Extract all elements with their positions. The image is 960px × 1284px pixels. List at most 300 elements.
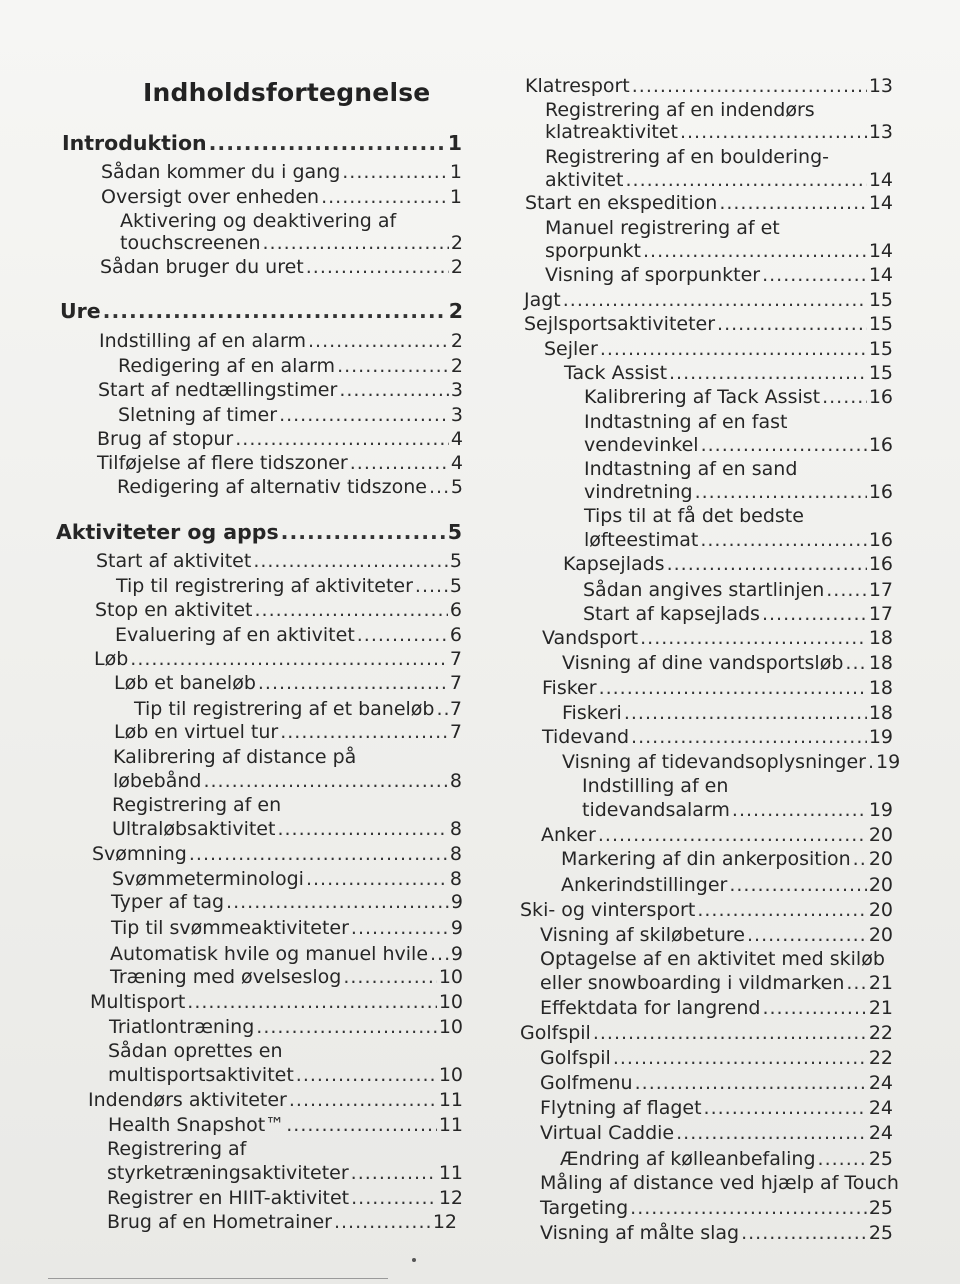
toc-label: Tilføjelse af flere tidszoner bbox=[97, 452, 348, 474]
toc-page: 16 bbox=[868, 434, 893, 456]
toc-label: styrketræningsaktiviteter bbox=[107, 1162, 349, 1184]
leader-dots bbox=[255, 599, 448, 621]
toc-entry[interactable] bbox=[545, 169, 893, 191]
leader-dots bbox=[430, 943, 449, 965]
toc-entry[interactable] bbox=[540, 1122, 893, 1144]
toc-entry[interactable] bbox=[545, 240, 893, 262]
toc-entry[interactable] bbox=[118, 355, 463, 377]
leader-dots bbox=[695, 481, 867, 503]
toc-entry[interactable] bbox=[114, 721, 462, 743]
toc-label: Ski- og vintersport bbox=[520, 899, 696, 921]
toc-label: Start af kapsejlads bbox=[583, 603, 760, 625]
toc-label: Ure bbox=[60, 299, 101, 323]
toc-label: Triatlontræning bbox=[109, 1016, 255, 1038]
leader-dots bbox=[846, 972, 866, 994]
leader-dots bbox=[600, 338, 867, 360]
toc-page: 16 bbox=[868, 529, 893, 551]
toc-entry[interactable] bbox=[540, 1197, 893, 1219]
toc-label: Løb et baneløb bbox=[114, 672, 256, 694]
toc-entry[interactable] bbox=[111, 917, 463, 939]
toc-entry[interactable] bbox=[541, 824, 893, 846]
toc-entry[interactable] bbox=[92, 843, 462, 865]
toc-label: Oversigt over enheden bbox=[101, 186, 320, 208]
toc-page: 4 bbox=[450, 452, 463, 474]
leader-dots bbox=[350, 452, 449, 474]
leader-dots bbox=[630, 1197, 867, 1219]
toc-label: Fisker bbox=[542, 677, 597, 699]
toc-page: 14 bbox=[868, 192, 893, 214]
toc-page: 11 bbox=[438, 1162, 463, 1184]
toc-label: Effektdata for langrend bbox=[540, 997, 761, 1019]
toc-label-line1: Indtastning af en sand bbox=[584, 458, 798, 480]
leader-dots bbox=[704, 1097, 867, 1119]
toc-page: 25 bbox=[868, 1148, 893, 1170]
toc-entry[interactable] bbox=[118, 404, 463, 426]
toc-label: Løb en virtuel tur bbox=[114, 721, 279, 743]
toc-label-line1: Indstilling af en bbox=[582, 775, 729, 797]
leader-dots bbox=[321, 186, 448, 208]
toc-entry[interactable] bbox=[116, 575, 462, 597]
toc-entry[interactable] bbox=[560, 1148, 893, 1170]
toc-label: løbebånd bbox=[113, 770, 202, 792]
toc-entry[interactable] bbox=[524, 313, 893, 335]
toc-label: aktivitet bbox=[545, 169, 624, 191]
toc-label: Targeting bbox=[540, 1197, 629, 1219]
toc-label: Virtual Caddie bbox=[540, 1122, 675, 1144]
toc-label-line1: Indtastning af en fast bbox=[584, 411, 788, 433]
toc-entry[interactable] bbox=[107, 1187, 463, 1209]
toc-label: Flytning af flaget bbox=[540, 1097, 702, 1119]
toc-label: vendevinkel bbox=[584, 434, 699, 456]
toc-page: 17 bbox=[868, 603, 893, 625]
toc-page: 6 bbox=[449, 599, 462, 621]
toc-label: Anker bbox=[541, 824, 596, 846]
toc-entry[interactable] bbox=[100, 256, 463, 278]
toc-page: 25 bbox=[868, 1197, 893, 1219]
toc-page: 12 bbox=[438, 1187, 463, 1209]
leader-dots bbox=[357, 624, 448, 646]
toc-entry[interactable] bbox=[520, 899, 893, 921]
toc-page: 8 bbox=[449, 770, 462, 792]
toc-page: 21 bbox=[868, 972, 893, 994]
toc-entry[interactable] bbox=[88, 1089, 463, 1111]
toc-label-line1: Tips til at få det bedste bbox=[584, 505, 804, 527]
toc-entry[interactable] bbox=[90, 991, 463, 1013]
leader-dots bbox=[258, 672, 448, 694]
toc-page: 20 bbox=[868, 924, 893, 946]
toc-label: Tip til registrering af aktiviteter bbox=[116, 575, 413, 597]
toc-entry[interactable] bbox=[120, 232, 463, 254]
leader-dots bbox=[680, 121, 867, 143]
toc-entry[interactable] bbox=[95, 599, 462, 621]
toc-page: 11 bbox=[438, 1089, 463, 1111]
toc-entry[interactable] bbox=[97, 428, 463, 450]
toc-entry[interactable] bbox=[545, 264, 893, 286]
toc-entry[interactable] bbox=[525, 75, 893, 97]
leader-dots bbox=[351, 917, 449, 939]
leader-dots bbox=[103, 300, 447, 322]
toc-page: 20 bbox=[868, 848, 893, 870]
toc-page: 17 bbox=[868, 579, 893, 601]
leader-dots bbox=[624, 702, 867, 724]
toc-page: 20 bbox=[868, 824, 893, 846]
toc-label: Registrer en HIIT-aktivitet bbox=[107, 1187, 350, 1209]
toc-label: Tidevand bbox=[542, 726, 630, 748]
leader-dots bbox=[729, 874, 866, 896]
toc-label-line1: Manuel registrering af et bbox=[545, 217, 780, 239]
leader-dots bbox=[613, 1047, 867, 1069]
toc-entry[interactable] bbox=[524, 289, 893, 311]
leader-dots bbox=[296, 1064, 437, 1086]
toc-entry[interactable] bbox=[561, 874, 893, 896]
toc-label: Sådan bruger du uret bbox=[100, 256, 304, 278]
leader-dots bbox=[286, 1114, 437, 1136]
leader-dots bbox=[640, 627, 867, 649]
toc-label: Golfspil bbox=[520, 1022, 591, 1044]
toc-entry[interactable] bbox=[540, 972, 893, 994]
toc-entry[interactable] bbox=[584, 529, 893, 551]
toc-label: Sejler bbox=[544, 338, 598, 360]
footer-rule bbox=[48, 1278, 388, 1279]
toc-label: multisportsaktivitet bbox=[108, 1064, 294, 1086]
leader-dots bbox=[279, 404, 449, 426]
toc-label: Evaluering af en aktivitet bbox=[115, 624, 355, 646]
leader-dots bbox=[669, 362, 867, 384]
toc-page: 9 bbox=[450, 917, 463, 939]
leader-dots bbox=[632, 75, 867, 97]
leader-dots bbox=[351, 1162, 437, 1184]
toc-page: 14 bbox=[868, 169, 893, 191]
toc-label: Sejlsportsaktiviteter bbox=[524, 313, 716, 335]
leader-dots bbox=[351, 1187, 437, 1209]
toc-label-line1: Optagelse af en aktivitet med skiløb bbox=[540, 948, 885, 970]
toc-entry[interactable] bbox=[564, 362, 893, 384]
toc-label: Aktiviteter og apps bbox=[56, 520, 279, 544]
toc-page: 14 bbox=[868, 240, 893, 262]
toc-label: Visning af skiløbeture bbox=[540, 924, 746, 946]
toc-page: 7 bbox=[449, 672, 462, 694]
toc-label: touchscreenen bbox=[120, 232, 261, 254]
leader-dots bbox=[845, 652, 866, 674]
toc-page: 5 bbox=[450, 476, 463, 498]
toc-label: Health Snapshot™ bbox=[108, 1114, 285, 1136]
toc-page: 15 bbox=[868, 313, 893, 335]
toc-entry[interactable] bbox=[97, 452, 463, 474]
toc-page: 18 bbox=[868, 627, 893, 649]
leader-dots bbox=[667, 553, 867, 575]
toc-label: Kalibrering af Tack Assist bbox=[584, 386, 821, 408]
leader-dots bbox=[826, 579, 867, 601]
toc-label: Ankerindstillinger bbox=[561, 874, 728, 896]
toc-entry[interactable] bbox=[99, 330, 463, 352]
toc-label: eller snowboarding i vildmarken bbox=[540, 972, 845, 994]
toc-page: 24 bbox=[868, 1097, 893, 1119]
toc-entry[interactable] bbox=[107, 1162, 463, 1184]
toc-entry[interactable] bbox=[540, 924, 893, 946]
leader-dots bbox=[701, 434, 867, 456]
toc-label: Visning af dine vandsportsløb bbox=[562, 652, 844, 674]
toc-page: 1 bbox=[449, 161, 462, 183]
toc-entry[interactable] bbox=[114, 672, 462, 694]
toc-entry[interactable] bbox=[115, 624, 462, 646]
toc-page: 8 bbox=[449, 843, 462, 865]
toc-label: Golfspil bbox=[540, 1047, 611, 1069]
toc-page: 3 bbox=[450, 379, 463, 401]
leader-dots bbox=[130, 648, 448, 670]
leader-dots bbox=[822, 386, 867, 408]
toc-label: Visning af tidevandsoplysninger bbox=[562, 751, 866, 773]
leader-dots bbox=[762, 997, 866, 1019]
leader-dots bbox=[203, 770, 447, 792]
toc-entry[interactable] bbox=[562, 652, 893, 674]
leader-dots bbox=[697, 899, 866, 921]
toc-entry[interactable] bbox=[583, 579, 893, 601]
leader-dots bbox=[429, 476, 449, 498]
toc-label: Jagt bbox=[524, 289, 561, 311]
toc-page: 10 bbox=[438, 991, 463, 1013]
toc-page: 1 bbox=[447, 131, 462, 155]
toc-entry[interactable] bbox=[98, 379, 463, 401]
toc-entry[interactable] bbox=[582, 799, 893, 821]
toc-label: Sletning af timer bbox=[118, 404, 278, 426]
toc-label: Indstilling af en alarm bbox=[99, 330, 307, 352]
toc-entry[interactable] bbox=[540, 1097, 893, 1119]
leader-dots bbox=[280, 721, 448, 743]
leader-dots bbox=[635, 1072, 867, 1094]
toc-page: 22 bbox=[868, 1022, 893, 1044]
leader-dots bbox=[253, 550, 448, 572]
toc-page: 19 bbox=[876, 751, 901, 773]
toc-label: løfteestimat bbox=[584, 529, 699, 551]
toc-page: 9 bbox=[450, 891, 463, 913]
toc-entry[interactable] bbox=[108, 1064, 463, 1086]
toc-page: 16 bbox=[868, 481, 893, 503]
toc-label: Visning af sporpunkter bbox=[545, 264, 761, 286]
toc-label-line1: Registrering af en bbox=[112, 794, 282, 816]
toc-page: 10 bbox=[438, 1016, 463, 1038]
toc-page: 13 bbox=[868, 121, 893, 143]
toc-entry[interactable] bbox=[107, 1211, 457, 1233]
leader-dots bbox=[598, 824, 867, 846]
toc-label: Sådan angives startlinjen bbox=[583, 579, 825, 601]
leader-dots bbox=[676, 1122, 867, 1144]
toc-entry[interactable] bbox=[60, 300, 463, 322]
toc-entry[interactable] bbox=[62, 132, 462, 154]
toc-entry[interactable] bbox=[562, 751, 901, 773]
leader-dots bbox=[256, 1016, 437, 1038]
toc-label-line1: Registrering af en indendørs bbox=[545, 99, 815, 121]
toc-label: Svømning bbox=[92, 843, 187, 865]
toc-entry[interactable] bbox=[540, 997, 893, 1019]
toc-entry[interactable] bbox=[584, 434, 893, 456]
leader-dots bbox=[700, 529, 866, 551]
leader-dots bbox=[643, 240, 867, 262]
page-speck bbox=[412, 1258, 416, 1262]
toc-label-line1: Sådan oprettes en bbox=[108, 1040, 283, 1062]
toc-label: Ultraløbsaktivitet bbox=[112, 818, 276, 840]
toc-page: 5 bbox=[447, 520, 462, 544]
toc-page: 8 bbox=[449, 818, 462, 840]
toc-label: Typer af tag bbox=[111, 891, 225, 913]
toc-entry[interactable] bbox=[542, 627, 893, 649]
toc-entry[interactable] bbox=[540, 1047, 893, 1069]
leader-dots bbox=[732, 799, 867, 821]
toc-page: 18 bbox=[868, 652, 893, 674]
toc-entry[interactable] bbox=[584, 386, 893, 408]
leader-dots bbox=[306, 868, 448, 890]
leader-dots bbox=[189, 843, 448, 865]
toc-page: 7 bbox=[449, 698, 462, 720]
leader-dots bbox=[277, 818, 447, 840]
toc-entry[interactable] bbox=[542, 677, 893, 699]
toc-label: tidevandsalarm bbox=[582, 799, 730, 821]
leader-dots bbox=[415, 575, 448, 597]
toc-entry[interactable] bbox=[56, 521, 462, 543]
leader-dots bbox=[631, 726, 867, 748]
toc-label: Løb bbox=[94, 648, 129, 670]
toc-page: 5 bbox=[449, 550, 462, 572]
leader-dots bbox=[289, 1089, 437, 1111]
toc-page: 24 bbox=[868, 1122, 893, 1144]
toc-entry[interactable] bbox=[101, 186, 462, 208]
toc-entry[interactable] bbox=[540, 1222, 893, 1244]
toc-label: Indendørs aktiviteter bbox=[88, 1089, 287, 1111]
toc-entry[interactable] bbox=[111, 891, 463, 913]
leader-dots bbox=[342, 161, 448, 183]
toc-label-line1: Kalibrering af distance på bbox=[113, 746, 357, 768]
toc-entry[interactable] bbox=[117, 476, 463, 498]
toc-label: Klatresport bbox=[525, 75, 630, 97]
toc-entry[interactable] bbox=[542, 726, 893, 748]
toc-label: vindretning bbox=[584, 481, 693, 503]
toc-entry[interactable] bbox=[101, 161, 462, 183]
toc-page: 2 bbox=[450, 355, 463, 377]
toc-label: Vandsport bbox=[542, 627, 639, 649]
toc-label: sporpunkt bbox=[545, 240, 641, 262]
toc-page: 8 bbox=[449, 868, 462, 890]
leader-dots bbox=[306, 256, 449, 278]
toc-page: 16 bbox=[868, 553, 893, 575]
toc-page: 21 bbox=[868, 997, 893, 1019]
toc-label: Brug af en Hometrainer bbox=[107, 1211, 332, 1233]
leader-dots bbox=[436, 698, 447, 720]
toc-entry[interactable] bbox=[113, 770, 462, 792]
toc-page: 2 bbox=[450, 256, 463, 278]
toc-page: 22 bbox=[868, 1047, 893, 1069]
toc-label: Golfmenu bbox=[540, 1072, 633, 1094]
toc-page: 12 bbox=[432, 1211, 457, 1233]
toc-page: 2 bbox=[448, 299, 463, 323]
toc-entry[interactable] bbox=[583, 603, 893, 625]
toc-page: 3 bbox=[450, 404, 463, 426]
toc-label: Brug af stopur bbox=[97, 428, 234, 450]
toc-entry[interactable] bbox=[545, 121, 893, 143]
toc-page: 18 bbox=[868, 677, 893, 699]
toc-label: Introduktion bbox=[62, 131, 207, 155]
leader-dots bbox=[563, 289, 867, 311]
toc-entry[interactable] bbox=[525, 192, 893, 214]
toc-entry[interactable] bbox=[544, 338, 893, 360]
leader-dots bbox=[853, 848, 867, 870]
toc-entry[interactable] bbox=[112, 868, 462, 890]
toc-entry[interactable] bbox=[134, 698, 462, 720]
toc-page: 15 bbox=[868, 362, 893, 384]
toc-page: 20 bbox=[868, 899, 893, 921]
leader-dots bbox=[187, 991, 437, 1013]
toc-label: Kapsejlads bbox=[563, 553, 665, 575]
toc-page: 4 bbox=[450, 428, 463, 450]
toc-entry[interactable] bbox=[96, 550, 462, 572]
leader-dots bbox=[593, 1022, 867, 1044]
toc-page: 19 bbox=[868, 799, 893, 821]
toc-page: 19 bbox=[868, 726, 893, 748]
toc-page: 11 bbox=[438, 1114, 463, 1136]
toc-label: Automatisk hvile og manuel hvile bbox=[110, 943, 429, 965]
toc-page: 15 bbox=[868, 338, 893, 360]
toc-label-line1: Måling af distance ved hjælp af Touch bbox=[540, 1172, 899, 1194]
leader-dots bbox=[235, 428, 449, 450]
toc-entry[interactable] bbox=[110, 943, 463, 965]
toc-entry[interactable] bbox=[561, 848, 893, 870]
leader-dots bbox=[719, 192, 867, 214]
toc-label: Stop en aktivitet bbox=[95, 599, 253, 621]
leader-dots bbox=[868, 751, 874, 773]
toc-entry[interactable] bbox=[520, 1022, 893, 1044]
leader-dots bbox=[281, 521, 446, 543]
leader-dots bbox=[818, 1148, 867, 1170]
toc-page: 15 bbox=[868, 289, 893, 311]
leader-dots bbox=[717, 313, 867, 335]
toc-label-line1: Aktivering og deaktivering af bbox=[120, 210, 397, 232]
leader-dots bbox=[334, 1211, 431, 1233]
toc-label: Redigering af en alarm bbox=[118, 355, 336, 377]
toc-entry[interactable] bbox=[109, 1016, 463, 1038]
toc-label: Sådan kommer du i gang bbox=[101, 161, 341, 183]
toc-page: 20 bbox=[868, 874, 893, 896]
toc-page: 25 bbox=[868, 1222, 893, 1244]
leader-dots bbox=[762, 264, 867, 286]
toc-label: Tip til svømmeaktiviteter bbox=[111, 917, 349, 939]
toc-page: 13 bbox=[868, 75, 893, 97]
toc-entry[interactable] bbox=[563, 553, 893, 575]
toc-entry[interactable] bbox=[94, 648, 462, 670]
leader-dots bbox=[762, 603, 867, 625]
toc-page: 1 bbox=[449, 186, 462, 208]
toc-page: 24 bbox=[868, 1072, 893, 1094]
toc-entry[interactable] bbox=[112, 818, 462, 840]
toc-page: 10 bbox=[438, 966, 463, 988]
toc-label: Multisport bbox=[90, 991, 186, 1013]
leader-dots bbox=[599, 677, 867, 699]
toc-entry[interactable] bbox=[110, 966, 463, 988]
leader-dots bbox=[308, 330, 449, 352]
toc-entry[interactable] bbox=[108, 1114, 463, 1136]
toc-entry[interactable] bbox=[562, 702, 893, 724]
leader-dots bbox=[263, 232, 449, 254]
toc-label: Start af aktivitet bbox=[96, 550, 252, 572]
toc-page: 7 bbox=[449, 721, 462, 743]
leader-dots bbox=[209, 132, 446, 154]
toc-label: Start en ekspedition bbox=[525, 192, 718, 214]
toc-page: 2 bbox=[450, 330, 463, 352]
toc-entry[interactable] bbox=[540, 1072, 893, 1094]
toc-entry[interactable] bbox=[584, 481, 893, 503]
leader-dots bbox=[741, 1222, 867, 1244]
toc-page: 6 bbox=[449, 624, 462, 646]
leader-dots bbox=[626, 169, 867, 191]
toc-page: 14 bbox=[868, 264, 893, 286]
toc-label: klatreaktivitet bbox=[545, 121, 678, 143]
